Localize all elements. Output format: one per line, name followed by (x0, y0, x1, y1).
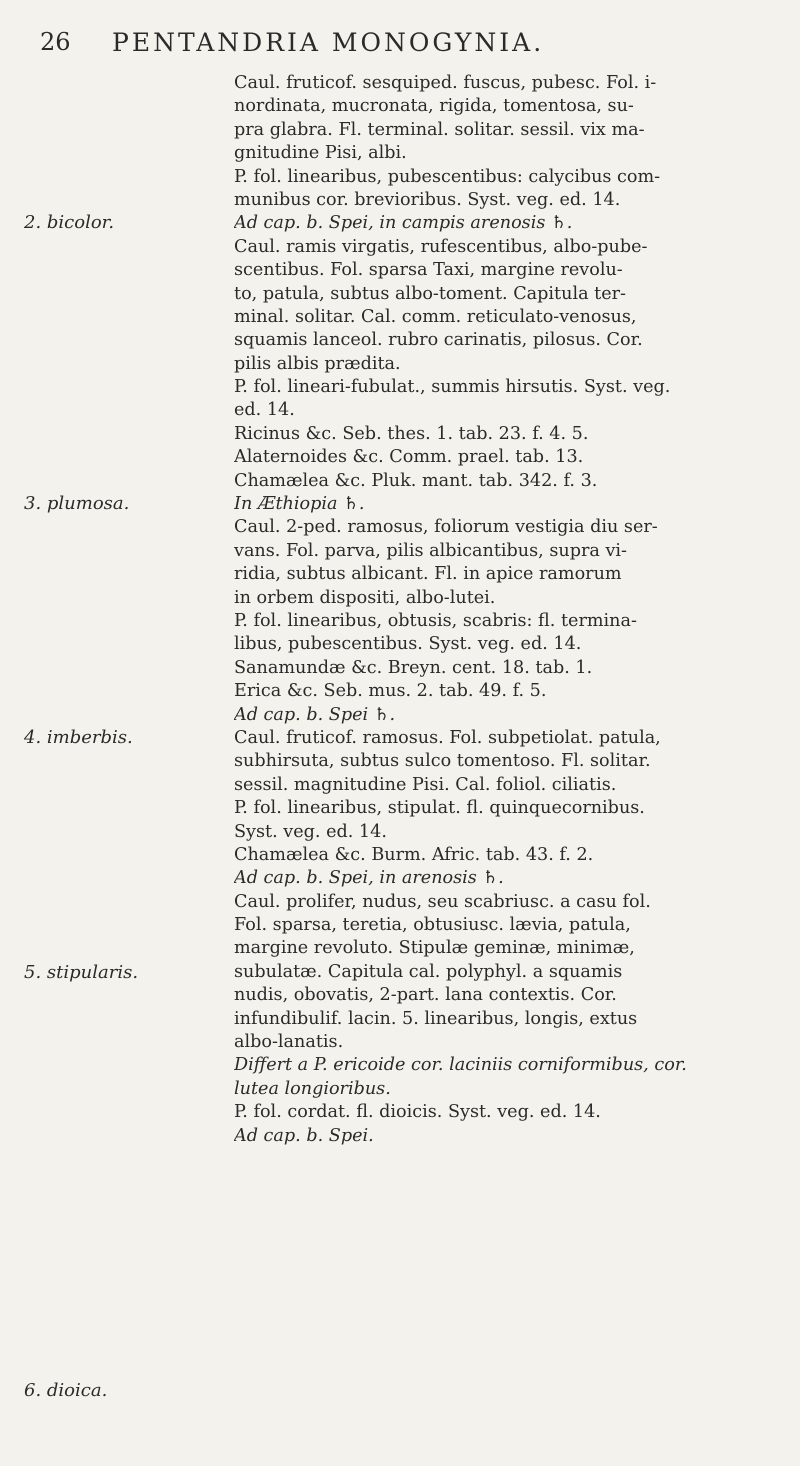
text-line: subhirsuta, subtus sulco tomentoso. Fl. solitar. (234, 751, 651, 772)
text-line: lutea longioribus. (234, 1078, 391, 1099)
text-line: ridia, subtus albicant. Fl. in apice ramorum (234, 564, 622, 585)
text-line: squamis lanceol. rubro carinatis, pilosus. Cor. (234, 330, 643, 351)
text-line: minal. solitar. Cal. comm. reticulato-venosus, (234, 306, 637, 327)
text-line: Ad cap. b. Spei, in arenosis ♄. (234, 868, 504, 889)
text-line: Fol. sparsa, teretia, obtusiusc. lævia, patula, (234, 915, 631, 936)
running-title: PENTANDRIA MONOGYNIA. (112, 28, 545, 57)
text-line: Chamælea &c. Pluk. mant. tab. 342. f. 3. (234, 470, 598, 491)
text-line: Caul. 2-ped. ramosus, foliorum vestigia diu ser- (234, 517, 658, 538)
text-line: Caul. fruticof. ramosus. Fol. subpetiolat. patula, (234, 727, 661, 748)
text-line: Ad cap. b. Spei ♄. (234, 704, 396, 725)
text-line: nordinata, mucronata, rigida, tomentosa, su- (234, 96, 634, 117)
text-line: Sanamundæ &c. Breyn. cent. 18. tab. 1. (234, 657, 593, 678)
text-line: munibus cor. brevioribus. Syst. veg. ed. 14. (234, 189, 621, 210)
species-label-plumosa: 3. plumosa. (24, 493, 130, 514)
text-line: Ricinus &c. Seb. thes. 1. tab. 23. f. 4. 5. (234, 423, 589, 444)
text-line: P. fol. linearibus, pubescentibus: calycibus com- (234, 166, 661, 187)
text-line: P. fol. linearibus, stipulat. fl. quinquecornibus. (234, 798, 645, 819)
text-line: in orbem dispositi, albo-lutei. (234, 587, 496, 608)
text-line: Chamælea &c. Burm. Afric. tab. 43. f. 2. (234, 844, 594, 865)
page-number: 26 (40, 28, 71, 56)
text-line: albo-lanatis. (234, 1032, 344, 1053)
text-line: pra glabra. Fl. terminal. solitar. sessil. vix ma- (234, 119, 645, 140)
text-line: vans. Fol. parva, pilis albicantibus, supra vi- (234, 540, 627, 561)
text-line: subulatæ. Capitula cal. polyphyl. a squamis (234, 961, 623, 982)
text-line: margine revoluto. Stipulæ geminæ, minimæ, (234, 938, 635, 959)
main-text (234, 72, 774, 1148)
text-line: Ad cap. b. Spei. (234, 1125, 374, 1146)
text-line: Differt a P. ericoide cor. laciniis corniformibus, cor. (234, 1055, 687, 1076)
text-line: gnitudine Pisi, albi. (234, 143, 407, 164)
text-line: Caul. ramis virgatis, rufescentibus, albo-pube- (234, 236, 648, 257)
text-line: In Æthiopia ♄. (234, 494, 365, 515)
species-label-bicolor: 2. bicolor. (24, 212, 115, 233)
text-line: pilis albis prædita. (234, 353, 401, 374)
text-line: Erica &c. Seb. mus. 2. tab. 49. f. 5. (234, 681, 547, 702)
text-line: Ad cap. b. Spei, in campis arenosis ♄. (234, 213, 573, 234)
species-label-imberbis: 4. imberbis. (24, 727, 133, 748)
text-line: scentibus. Fol. sparsa Taxi, margine revolu- (234, 260, 623, 281)
text-line: P. fol. lineari-fubulat., summis hirsutis. Syst. veg. (234, 377, 671, 398)
text-line: P. fol. linearibus, obtusis, scabris: fl. termina- (234, 610, 637, 631)
page-header (40, 28, 760, 68)
text-line: ed. 14. (234, 400, 295, 421)
text-line: Alaternoides &c. Comm. prael. tab. 13. (234, 447, 584, 468)
species-label-dioica: 6. dioica. (24, 1380, 108, 1401)
text-line: Caul. prolifer, nudus, seu scabriusc. a casu fol. (234, 891, 651, 912)
text-line: sessil. magnitudine Pisi. Cal. foliol. ciliatis. (234, 774, 617, 795)
text-line: to, patula, subtus albo-toment. Capitula ter- (234, 283, 626, 304)
species-label-stipularis: 5. stipularis. (24, 962, 139, 983)
text-line: Caul. fruticof. sesquiped. fuscus, pubesc. Fol. i- (234, 73, 657, 93)
text-line: P. fol. cordat. fl. dioicis. Syst. veg. ed. 14. (234, 1102, 601, 1123)
text-line: infundibulif. lacin. 5. linearibus, longis, extus (234, 1008, 638, 1029)
text-line: libus, pubescentibus. Syst. veg. ed. 14. (234, 634, 582, 655)
text-line: Syst. veg. ed. 14. (234, 821, 387, 842)
text-line: nudis, obovatis, 2-part. lana contextis. Cor. (234, 985, 617, 1006)
